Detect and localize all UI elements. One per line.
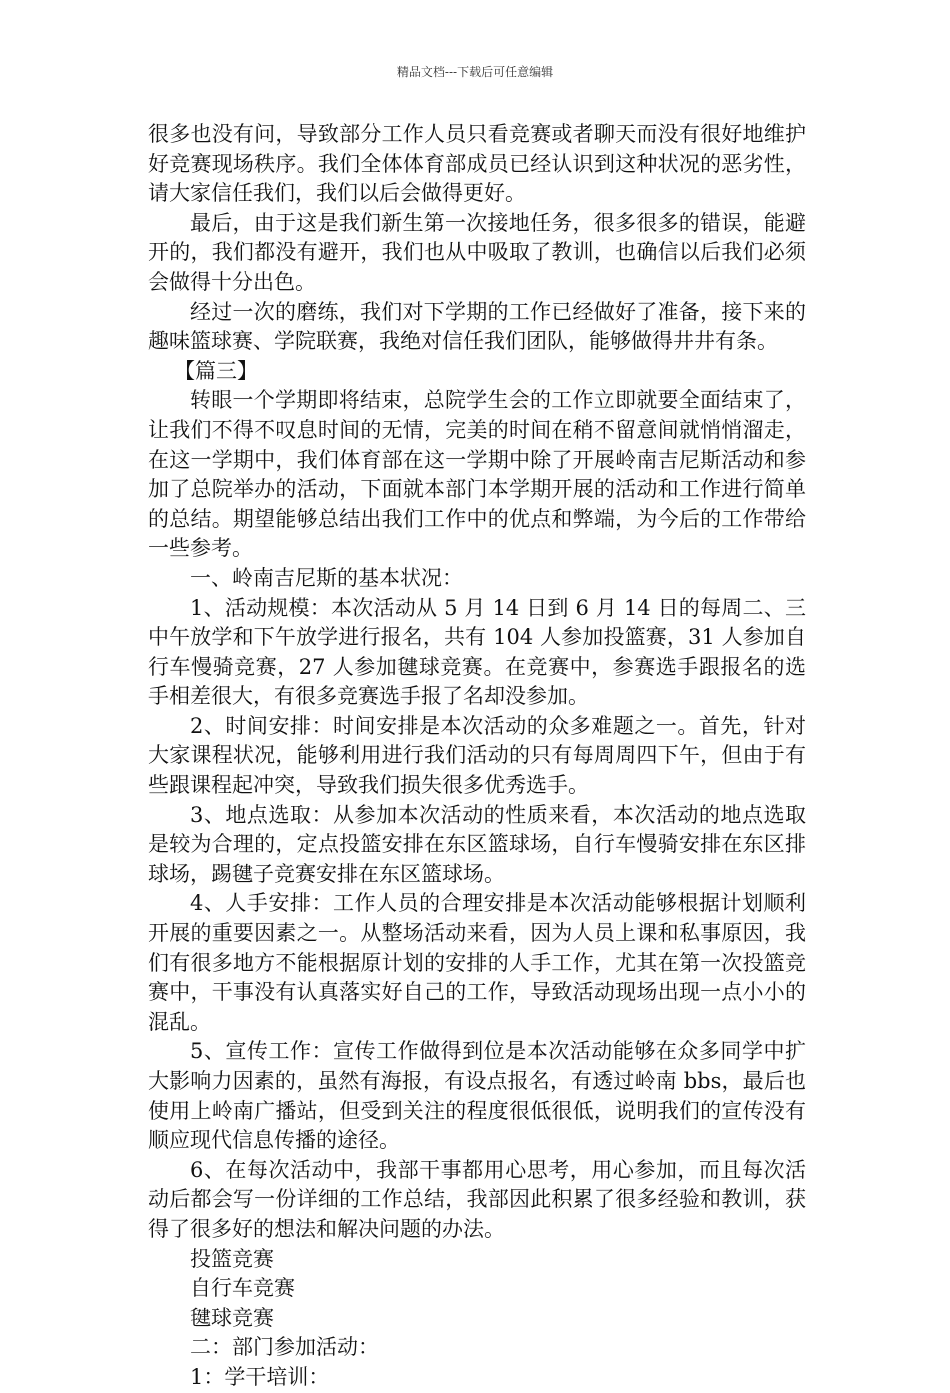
paragraph-1: 很多也没有问，导致部分工作人员只看竞赛或者聊天而没有很好地维护好竞赛现场秩序。我们全体体育部成员已经认识到这种状况的恶劣性，请大家信任我们，我们以后会做得更好。	[148, 122, 806, 206]
paragraph-17: 1：学干培训：	[190, 1364, 330, 1389]
paragraph-12: 6、在每次活动中，我部干事都用心思考，用心参加，而且每次活动后都会写一份详细的工作总结，我部因此积累了很多经验和教训，获得了很多好的想法和解决问题的办法。	[148, 1157, 806, 1241]
paragraph-7: 1、活动规模：本次活动从 5 月 14 日到 6 月 14 日的每周二、三中午放学和下午放学进行报名，共有 104 人参加投篮赛，31 人参加自行车慢骑竞赛，27 人参加毽球竞赛。在竞赛中，参赛选手跟报名的选手相差很大，有很多竞赛选手报了名却没参加。	[148, 595, 806, 709]
paragraph-6: 一、岭南吉尼斯的基本状况：	[190, 565, 463, 590]
paragraph-9: 3、地点选取：从参加本次活动的性质来看，本次活动的地点选取是较为合理的，定点投篮安排在东区篮球场，自行车慢骑安排在东区排球场，踢毽子竞赛安排在东区篮球场。	[148, 802, 806, 886]
list-item-basketball: 投篮竞赛	[190, 1246, 274, 1271]
page-header: 精品文档---下载后可任意编辑	[396, 65, 554, 79]
paragraph-11: 5、宣传工作：宣传工作做得到位是本次活动能够在众多同学中扩大影响力因素的，虽然有海报，有设点报名，有透过岭南 bbs，最后也使用上岭南广播站，但受到关注的程度很低很低，说明我们的宣传没有顺应现代信息传播的途径。	[148, 1039, 806, 1153]
list-item-shuttlecock: 毽球竞赛	[190, 1305, 274, 1330]
paragraph-3: 经过一次的磨练，我们对下学期的工作已经做好了准备，接下来的趣味篮球赛、学院联赛，我绝对信任我们团队，能够做得井井有条。	[148, 299, 806, 354]
paragraph-2: 最后，由于这是我们新生第一次接地任务，很多很多的错误，能避开的，我们都没有避开，我们也从中吸取了教训，也确信以后我们必须会做得十分出色。	[148, 210, 806, 294]
paragraph-8: 2、时间安排：时间安排是本次活动的众多难题之一。首先，针对大家课程状况，能够利用进行我们活动的只有每周周四下午，但由于有些跟课程起冲突，导致我们损失很多优秀选手。	[148, 713, 806, 798]
paragraph-10: 4、人手安排：工作人员的合理安排是本次活动能够根据计划顺利开展的重要因素之一。从整场活动来看，因为人员上课和私事原因，我们有很多地方不能根据原计划的安排的人手工作，尤其在第一次投篮竞赛中，干事没有认真落实好自己的工作，导致活动现场出现一点小小的混乱。	[148, 891, 806, 1034]
paragraph-5: 转眼一个学期即将结束，总院学生会的工作立即就要全面结束了，让我们不得不叹息时间的无情，完美的时间在稍不留意间就悄悄溜走，在这一学期中，我们体育部在这一学期中除了开展岭南吉尼斯活动和参加了总院举办的活动，下面就本部门本学期开展的活动和工作进行简单的总结。期望能够总结出我们工作中的优点和弊端，为今后的工作带给一些参考。	[148, 388, 806, 561]
list-item-bicycle: 自行车竞赛	[190, 1276, 295, 1301]
document-body	[148, 120, 806, 1393]
paragraph-16: 二：部门参加活动：	[190, 1335, 379, 1360]
section-heading: 【篇三】	[174, 358, 258, 383]
